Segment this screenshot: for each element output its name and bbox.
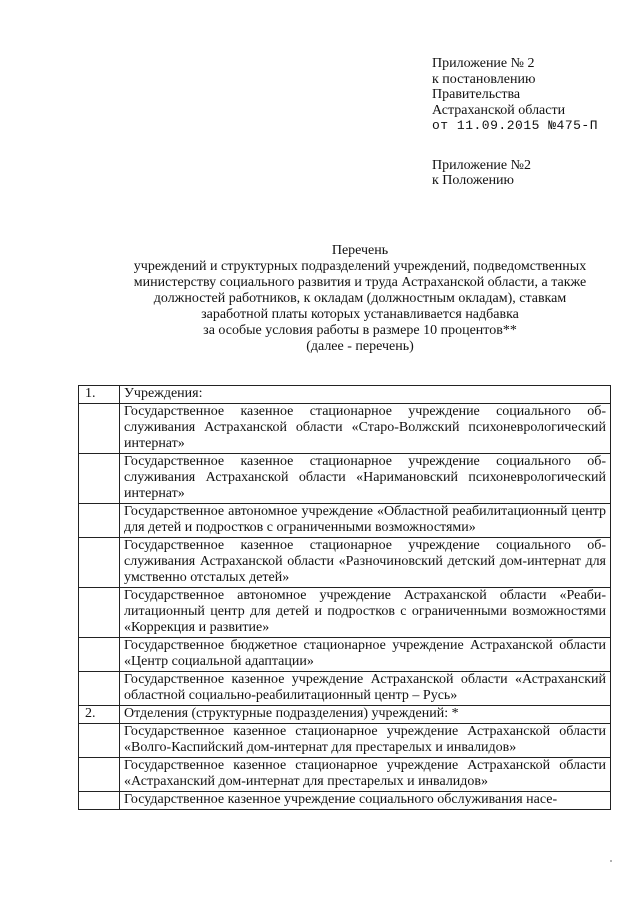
table-row — [79, 538, 611, 588]
header-line: Астраханской области — [432, 102, 566, 118]
row-text: Отделения (структурные подразделения) учреждений: * — [120, 706, 611, 724]
row-text: Учреждения: — [120, 386, 611, 404]
row-number — [79, 588, 120, 638]
table-row — [79, 758, 611, 792]
row-text: Государственное автономное учреждение Астраханской области «Реабилитационный центр для детей и подростков с ограниченными возможностями «Коррекция и развитие» — [120, 588, 611, 638]
appendix-header — [432, 56, 632, 189]
title-line: заработной платы которых устанавливается надбавка — [201, 307, 519, 322]
title-line: (далее - перечень) — [306, 339, 414, 354]
scan-speck — [610, 860, 612, 862]
row-text: Государственное бюджетное стационарное учреждение Астраханской области «Центр социальной адаптации» — [120, 638, 611, 672]
header-line: к Положению — [432, 173, 515, 188]
row-text: Государственное казенное стационарное учреждение Астраханской области «Волго-Каспийский дом-интернат для престарелых и инвалидов» — [120, 724, 611, 758]
header-line: Приложение № 2 — [432, 56, 535, 71]
table-row — [79, 454, 611, 504]
header-line: Правительства — [432, 87, 521, 102]
table-row — [79, 638, 611, 672]
table-row — [79, 792, 611, 810]
title-line: за особые условия работы в размере 10 процентов** — [203, 323, 517, 338]
row-text: Государственное казенное стационарное учреждение Астраханской области «Астраханский дом-интернат для престарелых и инвалидов» — [120, 758, 611, 792]
row-number: 2. — [79, 706, 120, 724]
row-number — [79, 672, 120, 706]
row-number — [79, 758, 120, 792]
row-number: 1. — [79, 386, 120, 404]
header-line: к постановлению — [432, 71, 536, 87]
table-row — [79, 588, 611, 638]
header-line: Приложение №2 — [432, 157, 531, 173]
row-text: Государственное казенное учреждение социального обслуживания насе- — [120, 792, 611, 810]
row-number — [79, 454, 120, 504]
row-number — [79, 404, 120, 454]
document-title — [60, 243, 640, 355]
row-text: Государственное казенное стационарное учреждение социального обслуживания Астраханской области «Разночиновский детский дом-интернат для умственно отсталых детей» — [120, 538, 611, 588]
table-row — [79, 386, 611, 404]
table-row — [79, 672, 611, 706]
title-line: Перечень — [331, 243, 389, 258]
row-text: Государственное казенное стационарное учреждение социального обслуживания Астраханской области «Старо-Волжский психоневрологический интернат» — [120, 404, 611, 454]
table-row — [79, 706, 611, 724]
title-line: министерству социального развития и труда Астраханской области, а также — [133, 275, 587, 290]
row-text: Государственное казенное учреждение Астраханской области «Астраханский областной социально-реабилитационный центр – Русь» — [120, 672, 611, 706]
table-row — [79, 724, 611, 758]
row-number — [79, 638, 120, 672]
table-row — [79, 404, 611, 454]
title-line: должностей работников, к окладам (должностным окладам), ставкам — [153, 291, 567, 306]
decree-date-number: от 11.09.2015 №475-П — [432, 118, 599, 133]
title-line: учреждений и структурных подразделений учреждений, подведомственных — [133, 259, 587, 274]
row-text: Государственное казенное стационарное учреждение социального обслуживания Астраханской области «Наримановский психоневрологический интернат» — [120, 454, 611, 504]
row-number — [79, 792, 120, 810]
row-number — [79, 538, 120, 588]
table-row — [79, 504, 611, 538]
row-text: Государственное автономное учреждение «Областной реабилитационный центр для детей и подростков с ограниченными возможностями» — [120, 504, 611, 538]
spacer — [432, 134, 632, 158]
row-number — [79, 724, 120, 758]
row-number — [79, 504, 120, 538]
institutions-table — [78, 385, 611, 810]
